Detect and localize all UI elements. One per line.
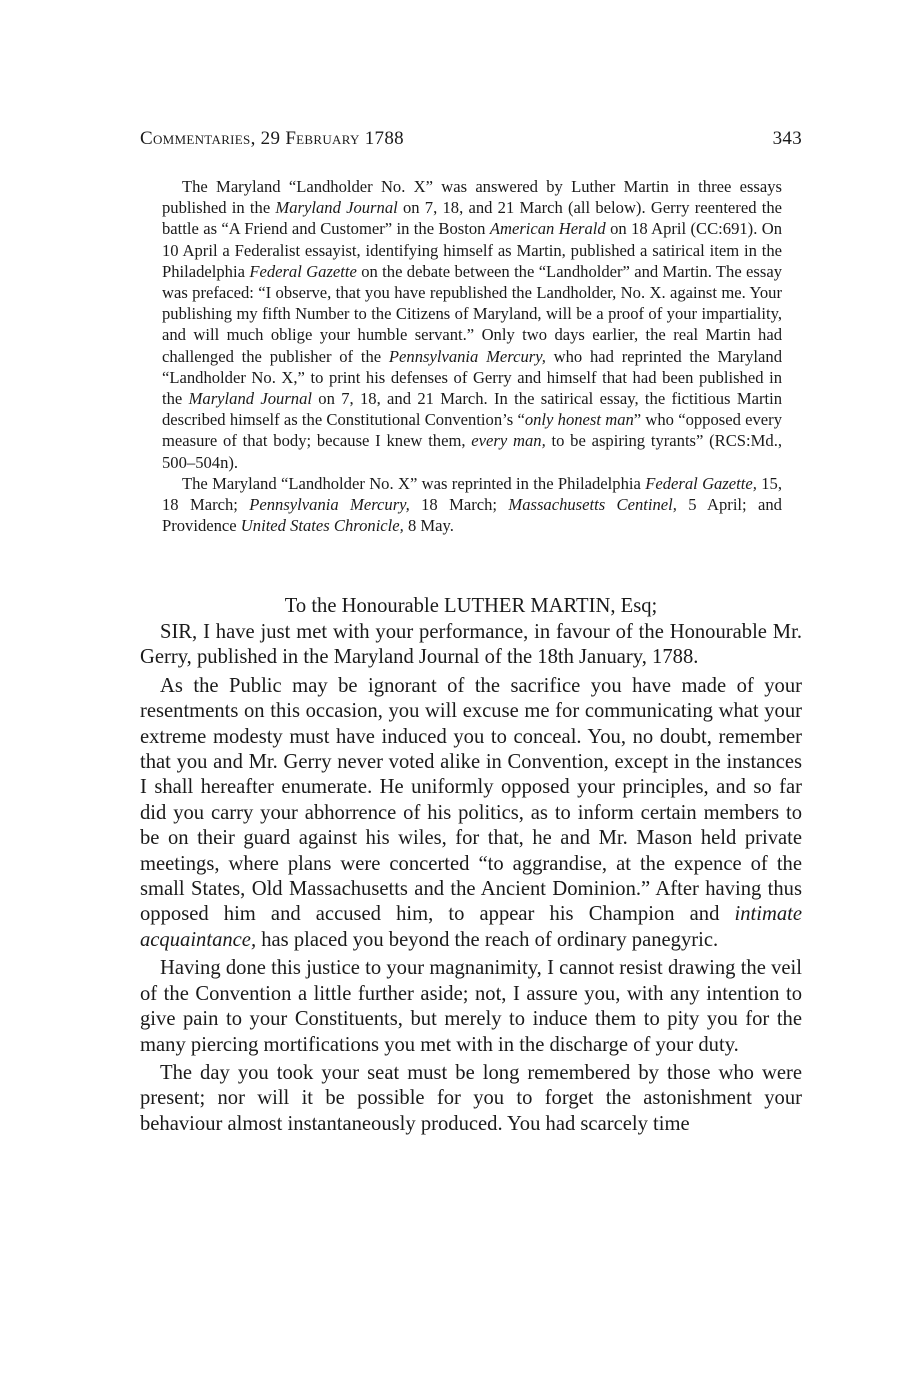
editorial-note [162,176,782,536]
text-run: has placed you beyond the reach of ordinary panegyric. [256,928,719,951]
italic-title: Federal Gazette, [645,473,757,493]
document-body [140,592,802,1140]
text-run: on 7, 18, and 21 March (all below). Gerry reentered the battle as “A Friend and Customer” in the Boston [162,198,782,239]
italic-title: Maryland Journal [188,389,312,409]
text-run: The Maryland “Landholder No. X” was reprinted in the Philadelphia [182,473,646,493]
running-title: Commentaries, 29 February 1788 [140,128,404,149]
body-paragraph: The day you took your seat must be long remembered by those who were present; nor will it be possible for you to forget the astonishment your behaviour almost instantaneously produced. You had scarcely time [140,1061,802,1135]
italic-title: United States Chronicle, [240,516,404,536]
italic-title: Massachusetts Centinel, [508,495,677,515]
italic-title: Federal Gazette [249,261,357,281]
body-paragraph: SIR, I have just met with your performance, in favour of the Honourable Mr. Gerry, published in the Maryland Journal of the 18th January, 1788. [140,621,802,669]
text-run: As the Public may be ignorant of the sacrifice you have made of your resentments on this occasion, you will excuse me for communicating what your extreme modesty must have induced you to conceal. You, no doubt, remember that you and Mr. Gerry never voted alike in Convention, except in the instances I shall hereafter enumerate. He uniformly opposed your principles, and so far did you carry your abhorrence of his politics, as to inform certain members to be on their guard against his wiles, for that, he and Mr. Mason held private meetings, where plans were concerted “to aggrandise, at the expence of the small States, Old Massachusetts and the Ancient Dominion.” After having thus opposed him and accused him, to appear his Champion and [140,674,802,926]
italic-title: Maryland Journal [275,198,398,218]
italic-title: American Herald [489,219,606,239]
running-head [140,128,802,150]
text-run: to be aspiring tyrants” (RCS:Md., 500–504n). [162,431,782,472]
text-run: 18 March; [409,495,509,515]
text-run: on 7, 18, and 21 March. In the satirical essay, the fictitious Martin described himself as the Constitutional Convention’s “ [162,389,782,430]
body-paragraph: Having done this justice to your magnanimity, I cannot resist drawing the veil of the Convention a little further aside; not, I assure you, with any intention to give pain to your Constituents, but merely to induce them to pity you for the many piercing mortifications you met with in the discharge of your duty. [140,957,802,1056]
italic-title: Pennsylvania Mercury, [388,346,546,366]
text-run: The Maryland “Landholder No. X” was answered by Luther Martin in three essays published in the [162,177,782,218]
page-number: 343 [772,128,802,149]
text-run: who had reprinted the Maryland “Landholder No. X,” to print his defenses of Gerry and himself that had been published in the [162,346,782,409]
body-paragraph [140,674,802,953]
italic-title: Pennsylvania Mercury, [249,495,410,515]
text-run: on the debate between the “Landholder” and Martin. The essay was prefaced: “I observe, that you have republished the Landholder, No. X. against me. Your publishing my fifth Number to the Citizens of Maryland, will be a proof of your impartiality, and will much oblige your humble servant.” Only two days earlier, the real Martin had challenged the publisher of the [162,261,783,366]
editorial-paragraph [162,473,782,537]
italic-phrase: every man, [471,431,546,451]
text-run: ” who “opposed every measure of that body; because I knew them, [162,410,782,451]
text-run: on 18 April (CC:691). On 10 April a Federalist essayist, identifying himself as Martin, published a satirical item in the Philadelphia [162,219,782,281]
text-run: 8 May. [403,516,454,536]
italic-phrase: only honest man [524,410,634,430]
document-heading: To the Honourable LUTHER MARTIN, Esq; [284,595,658,617]
text-run: 15, 18 March; [162,473,783,515]
editorial-paragraph [162,176,782,473]
italic-phrase: intimate acquaintance, [140,903,802,951]
text-run: 5 April; and Providence [162,495,782,536]
